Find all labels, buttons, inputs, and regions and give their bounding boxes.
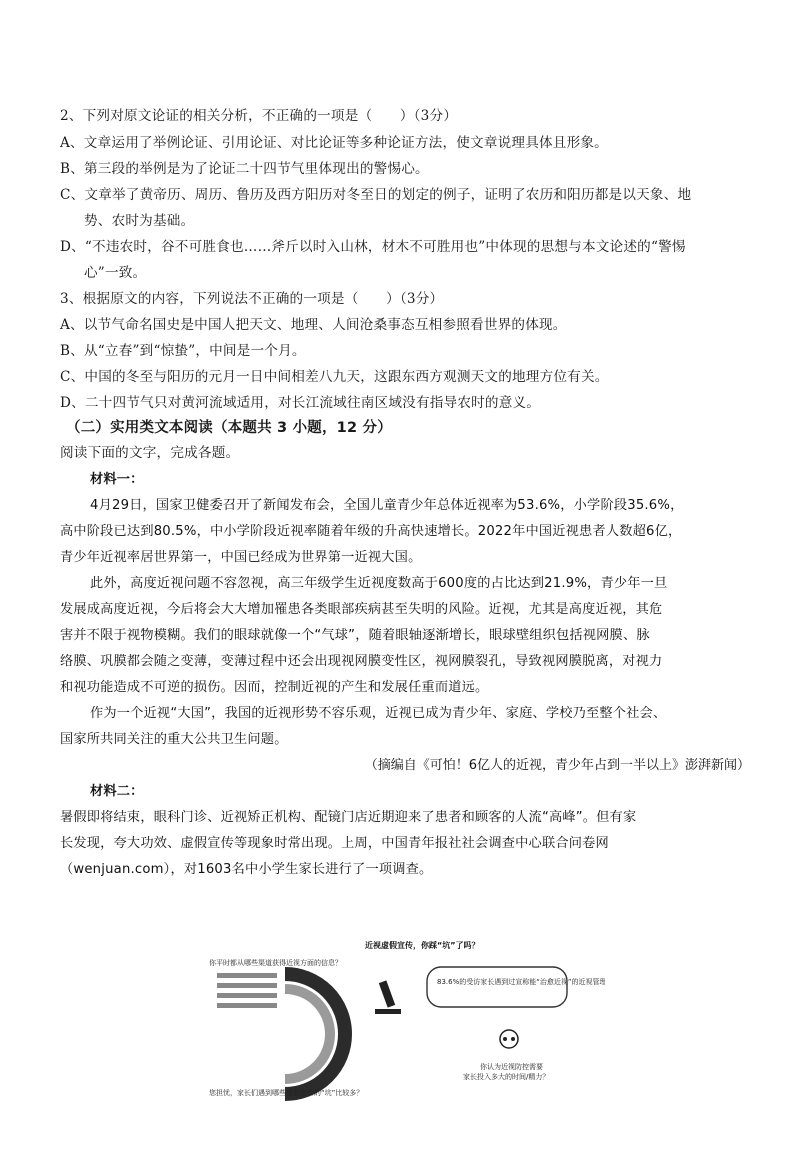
infographic-title: 近视虚假宣传，你踩“坑”了吗？ <box>365 941 480 950</box>
q3-stem: 3、根据原文的内容，下列说法不正确的一项是（ ）（3分） <box>60 291 444 307</box>
infographic-question-left: 你平时都从哪些渠道获得近视方面的信息？ <box>209 959 342 967</box>
material2-line1: 暑假即将结束，眼科门诊、近视矫正机构、配镜门店近期迎来了患者和顾客的人流“高峰”。但有家 <box>60 810 637 825</box>
q2-option-c: C、文章举了黄帝历、周历、鲁历及西方阳历对冬至日的划定的例子，证明了农历和阳历都是以天象、地 <box>60 187 692 203</box>
material1-p2-line5: 和视功能造成不可逆的损伤。因而，控制近视的产生和发展任重而道远。 <box>60 680 489 695</box>
infographic-question-bottom: 您担忧，家长们遇到哪些虚假宣传的“坑”比较多？ <box>209 1089 364 1097</box>
q3-option-a: A、以节气命名国史是中国人把天文、地理、人间沧桑事态互相参照看世界的体现。 <box>60 317 567 333</box>
legend-bar <box>217 983 277 988</box>
q2-option-c-cont: 势、农时为基础。 <box>84 213 195 229</box>
material1-p2-line4: 络膜、巩膜都会随之变薄，变薄过程中还会出现视网膜变性区，视网膜裂孔，导致视网膜脱离，对视力 <box>60 654 663 669</box>
material1-p2-line1: 此外，高度近视问题不容忽视，高三年级学生近视度数高于600度的占比达到21.9%，青少年一旦 <box>90 576 668 591</box>
q2-option-a: A、文章运用了举例论证、引用论证、对比论证等多种论证方法，使文章说理具体且形象。 <box>60 135 608 151</box>
infographic-question-right-2: 家长投入多大的时间/精力？ <box>463 1073 550 1081</box>
q3-option-d: D、二十四节气只对黄河流域适用，对长江流域往南区域没有指导农时的意义。 <box>60 395 541 411</box>
section-title: （二）实用类文本阅读（本题共 3 小题，12 分） <box>66 420 392 436</box>
legend-bar <box>217 973 277 978</box>
callout-box <box>427 967 567 1007</box>
infographic-graphic <box>205 884 605 1154</box>
q2-option-d: D、“不违农时，谷不可胜食也……斧斤以时入山林，材木不可胜用也”中体现的思想与本文论述的“警惕 <box>60 239 686 255</box>
infographic <box>205 884 605 1097</box>
material1-p1-line2: 高中阶段已达到80.5%，中小学阶段近视率随着年级的升高快速增长。2022年中国近视患者人数超6亿， <box>60 524 682 539</box>
material1-p1-line3: 青少年近视率居世界第一，中国已经成为世界第一近视大国。 <box>60 550 422 565</box>
material2-line2: 长发现，夸大功效、虚假宣传等现象时常出现。上周，中国青年报社社会调查中心联合问卷网 <box>60 836 609 851</box>
microscope-icon <box>375 980 401 1014</box>
legend-bar <box>217 1003 277 1008</box>
material1-p3-line1: 作为一个近视“大国”，我国的近视形势不容乐观，近视已成为青少年、家庭、学校乃至整个社会、 <box>90 706 667 721</box>
q2-option-b: B、第三段的举例是为了论证二十四节气里体现出的警惕心。 <box>60 161 429 177</box>
material1-source: （摘编自《可怕！6亿人的近视，青少年占到一半以上》澎湃新闻） <box>364 758 750 773</box>
material2-label: 材料二： <box>90 784 144 799</box>
legend-bar <box>217 993 277 998</box>
section-instruction: 阅读下面的文字，完成各题。 <box>60 445 240 461</box>
material1-p3-line2: 国家所共同关注的重大公共卫生问题。 <box>60 732 288 747</box>
semicircle-chart <box>217 973 345 1094</box>
material1-p1-line1: 4月29日，国家卫健委召开了新闻发布会，全国儿童青少年总体近视率为53.6%，小学阶段35.6%， <box>90 498 684 513</box>
material1-label: 材料一： <box>90 472 144 487</box>
material1-p2-line3: 害并不限于视物模糊。我们的眼球就像一个“气球”，随着眼轴逐渐增长，眼球壁组织包括视网膜、脉 <box>60 628 650 643</box>
material1-p2-line2: 发展成高度近视，今后将会大大增加罹患各类眼部疾病甚至失明的风险。近视，尤其是高度近视，其危 <box>60 602 663 617</box>
child-icon <box>500 1030 518 1048</box>
arc-mid <box>285 989 330 1079</box>
q2-stem: 2、下列对原文论证的相关分析，不正确的一项是（ ）（3分） <box>60 108 458 124</box>
material2-line3: （wenjuan.com），对1603名中小学生家长进行了一项调查。 <box>60 862 433 877</box>
q3-option-c: C、中国的冬至与阳历的元月一日中间相差八九天，这跟东西方观测天文的地理方位有关。 <box>60 369 609 385</box>
callout-text: 83.6%的受访家长遇到过宣称能“治愈近视”的近视管理服务 <box>437 978 605 986</box>
q2-option-d-cont: 心”一致。 <box>84 265 147 281</box>
q3-option-b: B、从“立春”到“惊蛰”，中间是一个月。 <box>60 343 306 359</box>
infographic-question-right-1: 你认为近视防控需要 <box>480 1063 543 1071</box>
